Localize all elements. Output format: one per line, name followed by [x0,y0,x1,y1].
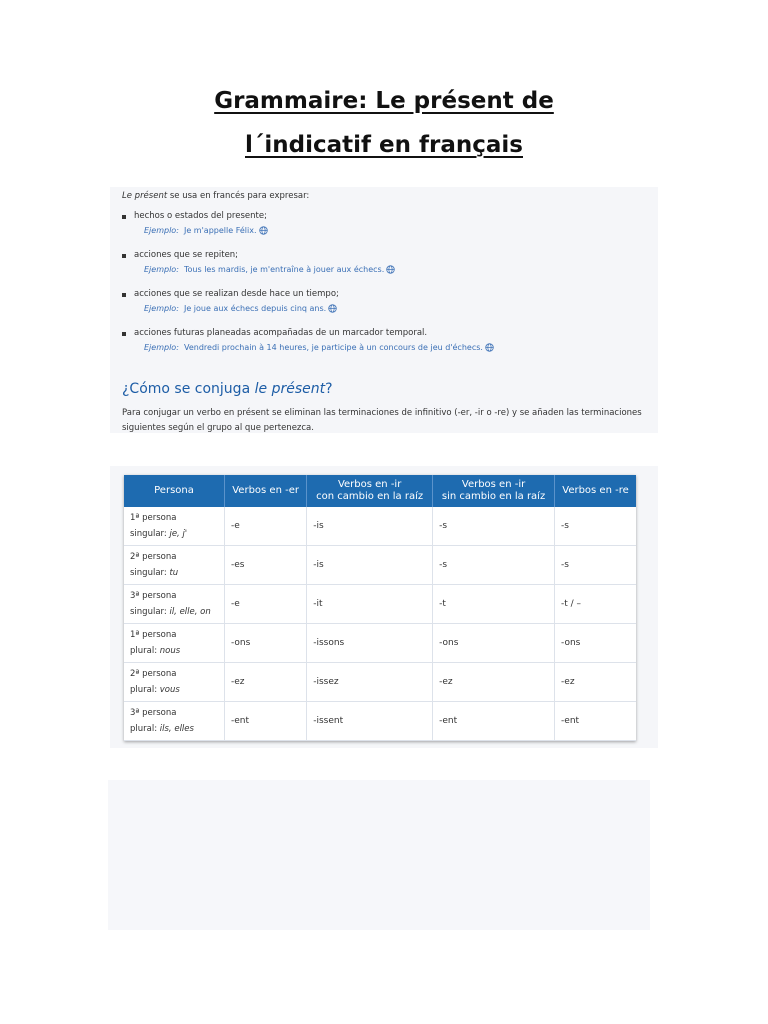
globe-icon[interactable] [485,343,494,352]
ending-cell: -t [433,585,555,624]
ending-cell: -is [307,546,433,585]
person-cell: 3ª persona plural: ils, elles [124,702,225,741]
conjugation-table [124,475,636,741]
ending-cell: -is [307,507,433,546]
list-item: acciones que se repiten; Ejemplo: Tous les mardis, je m'entraîne à jouer aux échecs. [122,250,652,289]
person-cell: 2ª persona plural: vous [124,663,225,702]
ending-cell: -ent [555,702,636,741]
list-item: acciones futuras planeadas acompañadas de un marcador temporal. Ejemplo: Vendredi prochain à 14 heures, je participe à un concours de jeu d'échecs. [122,328,652,367]
ending-cell: -ons [225,624,307,663]
ending-cell: -ons [433,624,555,663]
list-item: hechos o estados del presente; Ejemplo: Je m'appelle Félix. [122,211,652,250]
list-item: acciones que se realizan desde hace un tiempo; Ejemplo: Je joue aux échecs depuis cinq ans. [122,289,652,328]
column-header: Persona [124,475,225,507]
grammar-explanation-panel [110,187,658,433]
ending-cell: -e [225,507,307,546]
table-row [124,546,636,585]
ending-cell: -issez [307,663,433,702]
table-row [124,624,636,663]
intro-text: Le présent se usa en francés para expresar: [122,191,310,201]
person-cell: 3ª persona singular: il, elle, on [124,585,225,624]
ending-cell: -ent [433,702,555,741]
ending-cell: -issons [307,624,433,663]
example-line: Ejemplo: Je joue aux échecs depuis cinq ans. [134,304,652,313]
example-line: Ejemplo: Tous les mardis, je m'entraîne à jouer aux échecs. [134,265,652,274]
document-title-line2: l´indicatif en français [245,132,523,158]
globe-icon[interactable] [259,226,268,235]
globe-icon[interactable] [328,304,337,313]
ending-cell: -s [555,546,636,585]
column-header: Verbos en -ir sin cambio en la raíz [433,475,555,507]
ending-cell: -ez [555,663,636,702]
ending-cell: -s [433,546,555,585]
ending-cell: -ez [225,663,307,702]
section-paragraph: Para conjugar un verbo en présent se eliminan las terminaciones de infinitivo (-er, -ir o -re) y se añaden las terminaciones siguientes según el grupo al que pertenezca. [122,408,642,433]
table-row [124,507,636,546]
ending-cell: -s [555,507,636,546]
ending-cell: -ons [555,624,636,663]
ending-cell: -ez [433,663,555,702]
example-line: Ejemplo: Vendredi prochain à 14 heures, je participe à un concours de jeu d'échecs. [134,343,652,352]
example-line: Ejemplo: Je m'appelle Félix. [134,226,652,235]
person-cell: 1ª persona singular: je, j' [124,507,225,546]
document-title-line1: Grammaire: Le présent de [214,88,554,114]
ending-cell: -issent [307,702,433,741]
column-header: Verbos en -er [225,475,307,507]
ending-cell: -es [225,546,307,585]
blank-image-panel [108,780,650,930]
globe-icon[interactable] [386,265,395,274]
conjugation-table-panel [110,466,658,748]
table-row [124,663,636,702]
usage-list [122,211,652,367]
ending-cell: -ent [225,702,307,741]
table-row [124,585,636,624]
column-header: Verbos en -re [555,475,636,507]
ending-cell: -it [307,585,433,624]
ending-cell: -s [433,507,555,546]
person-cell: 1ª persona plural: nous [124,624,225,663]
column-header: Verbos en -ir con cambio en la raíz [307,475,433,507]
ending-cell: -t / – [555,585,636,624]
ending-cell: -e [225,585,307,624]
section-heading: ¿Cómo se conjuga le présent? [122,381,333,397]
table-row [124,702,636,741]
table-header-row [124,475,636,507]
person-cell: 2ª persona singular: tu [124,546,225,585]
